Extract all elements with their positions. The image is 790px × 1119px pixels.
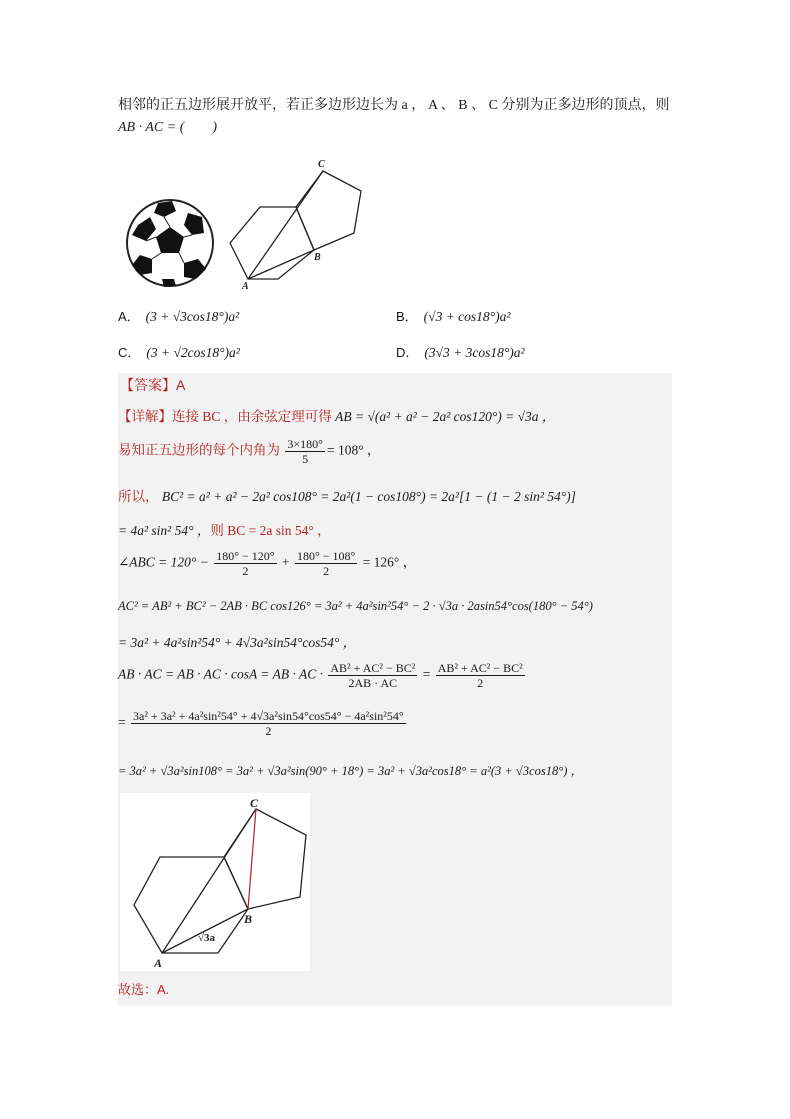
problem-figure bbox=[118, 155, 378, 290]
option-b-expr: (√3 + cos18°)a² bbox=[423, 309, 511, 324]
label-c: C bbox=[318, 159, 325, 170]
line5-fraction-2 bbox=[295, 549, 357, 578]
line5-pre: ∠ABC = 120° − bbox=[118, 554, 213, 570]
line1-text: 连接 BC ，由余弦定理可得 bbox=[172, 409, 336, 424]
label-b: B bbox=[314, 252, 321, 263]
detail-label: 【详解】 bbox=[118, 409, 172, 424]
option-d-expr: (3√3 + 3cos18°)a² bbox=[424, 345, 525, 360]
line8-den1: 2AB · AC bbox=[348, 676, 398, 690]
hexagon-pentagon-diagram bbox=[230, 171, 361, 279]
label-a: A bbox=[242, 281, 249, 290]
option-a-letter: A． bbox=[118, 309, 140, 324]
line7-math: = 3a² + 4a²sin²54° + 4√3a²sin54°cos54° ， bbox=[118, 635, 357, 650]
line8-num1: AB² + AC² − BC² bbox=[330, 661, 416, 675]
solution-figure bbox=[120, 793, 310, 971]
solution-line-8 bbox=[118, 661, 527, 690]
solution-line-2 bbox=[118, 437, 380, 466]
solution-line-4 bbox=[118, 519, 331, 539]
option-c-expr: (3 + √2cos18°)a² bbox=[146, 345, 240, 360]
line2-den: 5 bbox=[302, 452, 309, 466]
fig2-label-a: A bbox=[154, 956, 163, 970]
final-choice: 故选：A. bbox=[118, 982, 170, 997]
option-d[interactable] bbox=[396, 342, 525, 361]
line8-pre: AB · AC = AB · AC · cosA = AB · AC · bbox=[118, 666, 327, 682]
line8-num2: AB² + AC² − BC² bbox=[437, 661, 523, 675]
line8-mid: = bbox=[419, 666, 434, 682]
option-b[interactable] bbox=[396, 306, 510, 325]
line2-text: 易知正五边形的每个内角为 bbox=[118, 442, 284, 458]
option-c[interactable] bbox=[118, 342, 240, 361]
line2-num: 3×180° bbox=[287, 437, 323, 451]
option-d-letter: D． bbox=[396, 345, 419, 360]
line5-den2: 2 bbox=[323, 564, 330, 578]
solution-line-7 bbox=[118, 631, 356, 651]
line8-fraction-2 bbox=[436, 661, 525, 690]
line9-pre: = bbox=[118, 714, 129, 730]
line4-text: 则 BC = 2a sin 54° ， bbox=[210, 523, 331, 538]
line5-mid: + bbox=[278, 554, 293, 570]
line5-den1: 2 bbox=[242, 564, 249, 578]
solution-line-10 bbox=[118, 761, 583, 779]
solution-line-9 bbox=[118, 709, 408, 738]
solution-line-1 bbox=[118, 405, 555, 425]
answer-label: 【答案】A bbox=[120, 377, 186, 393]
line2-fraction bbox=[285, 437, 325, 466]
solution-line-3 bbox=[118, 485, 576, 505]
line1-math: AB = √(a² + a² − 2a² cos120°) = √3a ， bbox=[335, 409, 556, 424]
line8-fraction-1 bbox=[328, 661, 417, 690]
line6-math: AC² = AB² + BC² − 2AB · BC cos126° = 3a² + 4a²sin²54° − 2 · √3a · 2asin54°cos(180° − 54°) bbox=[118, 599, 593, 613]
question-text bbox=[118, 95, 678, 139]
option-b-letter: B． bbox=[396, 309, 418, 324]
line4-math: = 4a² sin² 54° ， bbox=[118, 523, 211, 538]
bc-segment bbox=[248, 809, 256, 909]
fig2-length-label: √3a bbox=[198, 932, 216, 944]
line5-num2: 180° − 108° bbox=[296, 549, 356, 563]
line8-den2: 2 bbox=[477, 676, 484, 690]
line5-fraction-1 bbox=[214, 549, 276, 578]
line9-num: 3a² + 3a² + 4a²sin²54° + 4√3a²sin54°cos54° − 4a²sin²54° bbox=[133, 709, 404, 723]
line5-num1: 180° − 120° bbox=[216, 549, 275, 563]
solution-line-5 bbox=[118, 549, 416, 578]
line5-tail: = 126° ， bbox=[359, 554, 417, 570]
line3-math: BC² = a² + a² − 2a² cos108° = 2a²(1 − cos108°) = 2a²[1 − (1 − 2 sin² 54°)] bbox=[161, 489, 576, 504]
line9-den: 2 bbox=[265, 724, 272, 738]
question-line-2: AB · AC = ( ) bbox=[118, 120, 218, 135]
option-a-expr: (3 + √3cos18°)a² bbox=[145, 309, 240, 324]
line10-math: = 3a² + √3a²sin108° = 3a² + √3a²sin(90° + 18°) = 3a² + √3a²cos18° = a²(3 + √3cos18°) ， bbox=[118, 764, 583, 778]
option-c-letter: C． bbox=[118, 345, 141, 360]
soccer-ball-icon bbox=[127, 200, 213, 287]
solution-box bbox=[118, 373, 672, 1006]
line2-tail: = 108° ， bbox=[326, 442, 381, 458]
fig2-label-b: B bbox=[244, 912, 253, 926]
line3-text: 所以， bbox=[118, 489, 162, 504]
option-a[interactable] bbox=[118, 306, 239, 325]
solution-line-6 bbox=[118, 599, 593, 614]
line9-fraction bbox=[131, 709, 406, 738]
question-line-1: 相邻的正五边形展开放平，若正多边形边长为 a ， A 、 B 、 C 分别为正多边形的顶点，则 bbox=[118, 98, 670, 113]
fig2-label-c: C bbox=[250, 796, 259, 810]
